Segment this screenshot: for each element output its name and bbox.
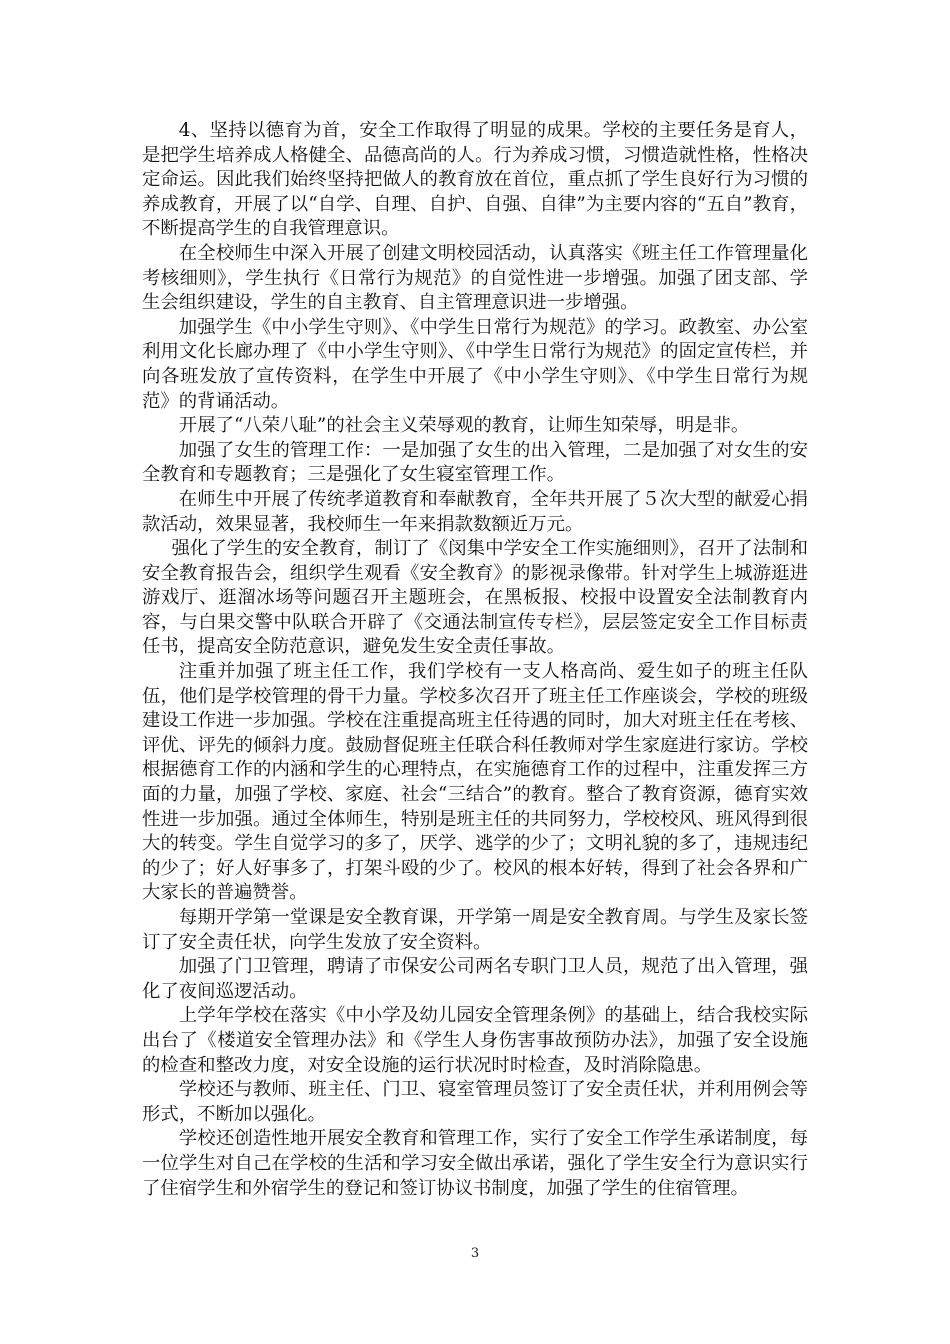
paragraph-responsibility-pledge: 学校还与教师、班主任、门卫、寝室管理员签订了安全责任状，并利用例会等形式，不断加以强化。 [142, 1079, 808, 1125]
paragraph-safety-education: 强化了学生的安全教育，制订了《闵集中学安全工作实施细则》，召开了法制和安全教育报告会，组织学生观看《安全教育》的影视录像带。针对学生上城游逛进游戏厅、逛溜冰场等问题召开主题班会，在黑板报、校报中设置安全法制教育内容，与白果交警中队联合开辟了《交通法制宣传专栏》，层层签定安全工作目标责任书，提高安全防范意识，避免发生安全责任事故。 [142, 538, 808, 658]
paragraph-safety-regulations: 上学年学校在落实《中小学及幼儿园安全管理条例》的基础上，结合我校实际出台了《楼道安全管理办法》和《学生人身伤害事故预防办法》，加强了安全设施的检查和整改力度，对安全设施的运行状况时时检查，及时消除隐患。 [142, 1005, 808, 1076]
paragraph-moral-education: 4、坚持以德育为首，安全工作取得了明显的成果。学校的主要任务是育人，是把学生培养成人格健全、品德高尚的人。行为养成习惯，习惯造就性格，性格决定命运。因此我们始终坚持把做人的教育放在首位，重点抓了学生良好行为习惯的养成教育，开展了以“自学、自理、自护、自强、自律”为主要内容的“五自”教育，不断提高学生的自我管理意识。 [142, 120, 808, 240]
paragraph-student-code: 加强学生《中小学生守则》、《中学生日常行为规范》的学习。政教室、办公室利用文化长廊办理了《中小学生守则》、《中学生日常行为规范》的固定宣传栏，并向各班发放了宣传资料，在学生中开展了《中小学生守则》、《中学生日常行为规范》的背诵活动。 [142, 316, 808, 412]
paragraph-gate-guard: 加强了门卫管理，聘请了市保安公司两名专职门卫人员，规范了出入管理，强化了夜间巡逻活动。 [142, 956, 808, 1002]
paragraph-head-teacher: 注重并加强了班主任工作，我们学校有一支人格高尚、爱生如子的班主任队伍，他们是学校管理的骨干力量。学校多次召开了班主任工作座谈会，学校的班级建设工作进一步加强。学校在注重提高班主任待遇的同时，加大对班主任在考核、评优、评先的倾斜力度。鼓励督促班主任联合科任教师对学生家庭进行家访。学校根据德育工作的内涵和学生的心理特点，在实施德育工作的过程中，注重发挥三方面的力量，加强了学校、家庭、社会“三结合”的教育。整合了教育资源，德育实效性进一步加强。通过全体师生，特别是班主任的共同努力，学校校风、班风得到很大的转变。学生自觉学习的多了，厌学、逃学的少了；文明礼貌的多了，违规违纪的少了；好人好事多了，打架斗殴的少了。校风的根本好转，得到了社会各界和广大家长的普遍赞誉。 [142, 661, 808, 904]
paragraph-civilized-campus: 在全校师生中深入开展了创建文明校园活动，认真落实《班主任工作管理量化考核细则》，学生执行《日常行为规范》的自觉性进一步增强。加强了团支部、学生会组织建设，学生的自主教育、自主管理意识进一步增强。 [142, 242, 808, 314]
paragraph-female-students: 加强了女生的管理工作：一是加强了女生的出入管理，二是加强了对女生的安全教育和专题教育；三是强化了女生寝室管理工作。 [142, 439, 808, 486]
paragraph-student-commitment: 学校还创造性地开展安全教育和管理工作，实行了安全工作学生承诺制度，每一位学生对自己在学校的生活和学习安全做出承诺，强化了学生安全行为意识实行了住宿学生和外宿学生的登记和签订协议书制度，加强了学生的住宿管理。 [142, 1128, 808, 1199]
paragraph-first-lesson: 每期开学第一堂课是安全教育课，开学第一周是安全教育周。与学生及家长签订了安全责任状，向学生发放了安全资料。 [142, 907, 808, 953]
document-body [142, 119, 808, 1201]
page-number: 3 [470, 1246, 480, 1261]
paragraph-filial-donation: 在师生中开展了传统孝道教育和奉献教育，全年共开展了５次大型的献爱心捐款活动，效果显著，我校师生一年来捐款数额近万元。 [142, 488, 808, 535]
paragraph-honor-disgrace: 开展了“八荣八耻”的社会主义荣辱观的教育，让师生知荣辱，明是非。 [178, 415, 750, 437]
